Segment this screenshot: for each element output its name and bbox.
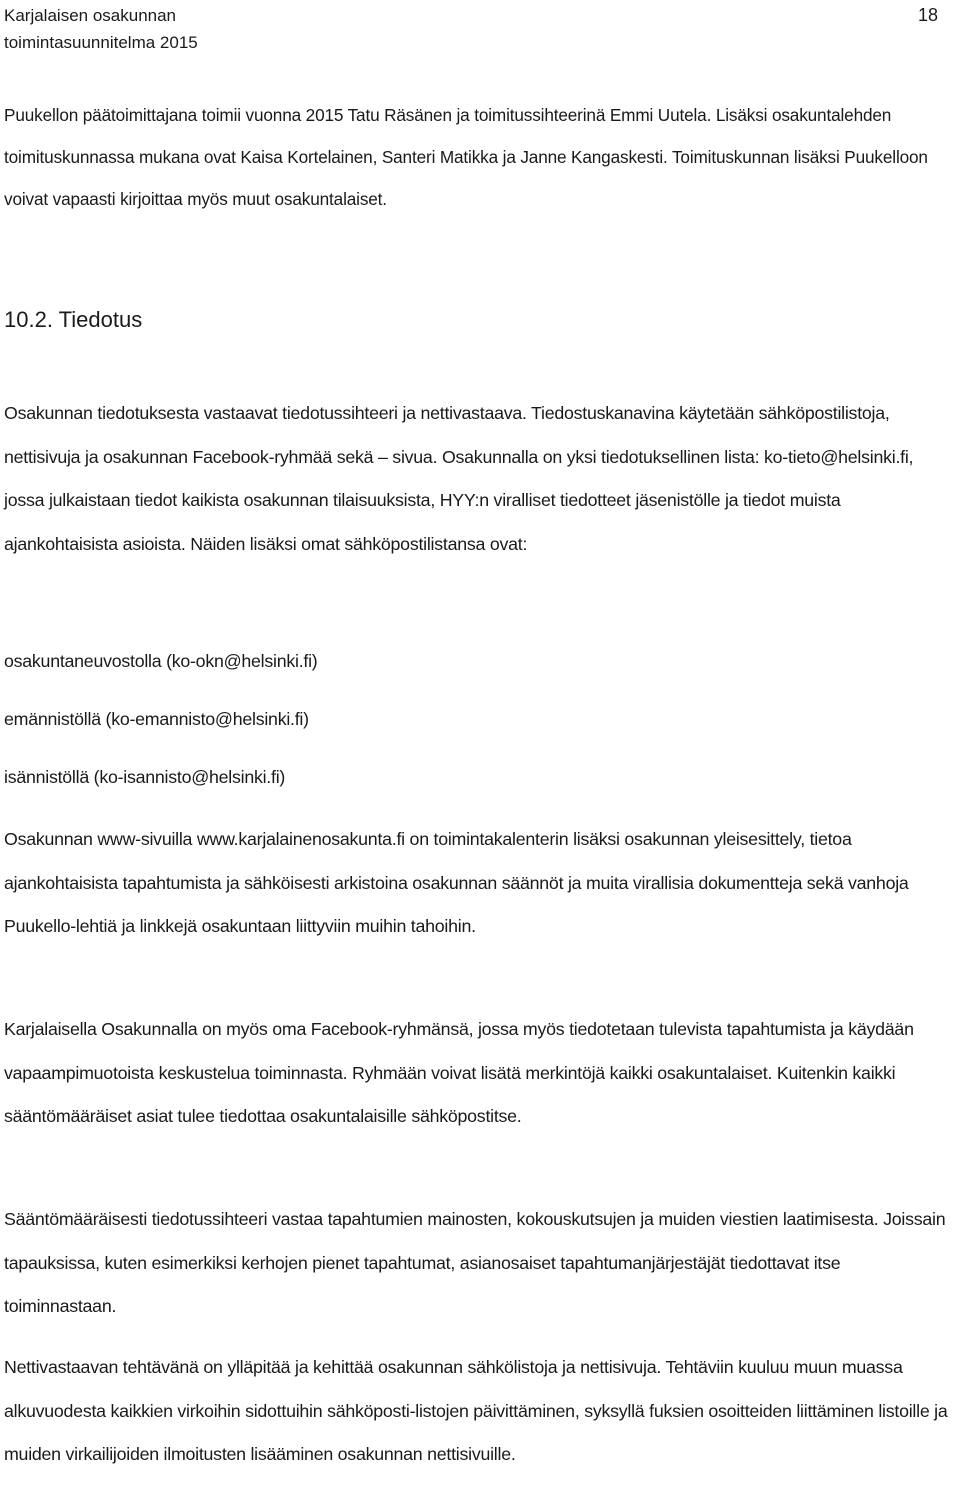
running-header <box>4 2 198 56</box>
paragraph-facebook: Karjalaisella Osakunnalla on myös oma Facebook-ryhmänsä, jossa myös tiedotetaan tulevista tapahtumista ja käydään vapaampimuotoista keskustelua toiminnasta. Ryhmään voivat lisätä merkintöjä kaikki osakuntalaiset. Kuitenkin kaikki sääntömääräiset asiat tulee tiedottaa osakuntalaisille sähköpostitse. <box>4 1019 914 1127</box>
paragraph-website: Osakunnan www-sivuilla www.karjalainenosakunta.fi on toimintakalenterin lisäksi osakunnan yleisesittely, tietoa ajankohtaisista tapahtumista ja sähköisesti arkistoina osakunnan säännöt ja muita virallisia dokumentteja sekä vanhoja Puukello-lehtiä ja linkkejä osakuntaan liittyviin muihin tahoihin. <box>4 829 909 937</box>
page-number: 18 <box>917 5 938 25</box>
intro-paragraph: Puukellon päätoimittajana toimii vuonna 2015 Tatu Räsänen ja toimitussihteerinä Emmi Uutela. Lisäksi osakuntalehden toimituskunnassa mukana ovat Kaisa Kortelainen, Santeri Matikka ja Janne Kangaskesti. Toimituskunnan lisäksi Puukelloon voivat vapaasti kirjoittaa myös muut osakuntalaiset. <box>4 105 928 209</box>
mailing-list-item: osakuntaneuvostolla (ko-okn@helsinki.fi) <box>4 651 318 671</box>
header-doc-title-line1: Karjalaisen osakunnan <box>4 6 177 25</box>
header-doc-title-line2: toimintasuunnitelma 2015 <box>4 33 198 52</box>
paragraph-webmaster: Nettivastaavan tehtävänä on ylläpitää ja kehittää osakunnan sähkölistoja ja nettisivuja. Tehtäviin kuuluu muun muassa alkuvuodesta kaikkien virkoihin sidottuihin sähköposti-listojen päivittäminen, syksyllä fuksien osoitteiden liittäminen listoille ja muiden virkailijoiden ilmoitusten lisääminen osakunnan nettisivuille. <box>4 1357 948 1465</box>
paragraph-communication: Osakunnan tiedotuksesta vastaavat tiedotussihteeri ja nettivastaava. Tiedostuskanavina käytetään sähköpostilistoja, nettisivuja ja osakunnan Facebook-ryhmää sekä – sivua. Osakunnalla on yksi tiedotuksellinen lista: ko-tieto@helsinki.fi, jossa julkaistaan tiedot kaikista osakunnan tilaisuuksista, HYY:n viralliset tiedotteet jäsenistölle ja tiedot muista ajankohtaisista asioista. Näiden lisäksi omat sähköpostilistansa ovat: <box>4 403 914 554</box>
section-heading: 10.2. Tiedotus <box>4 307 143 332</box>
paragraph-secretary: Sääntömääräisesti tiedotussihteeri vastaa tapahtumien mainosten, kokouskutsujen ja muiden viestien laatimisesta. Joissain tapauksissa, kuten esimerkiksi kerhojen pienet tapahtumat, asianosaiset tapahtumanjärjestäjät tiedottavat itse toiminnastaan. <box>4 1209 946 1317</box>
mailing-list-item: emännistöllä (ko-emannisto@helsinki.fi) <box>4 709 309 729</box>
mailing-list-item: isännistöllä (ko-isannisto@helsinki.fi) <box>4 767 286 787</box>
